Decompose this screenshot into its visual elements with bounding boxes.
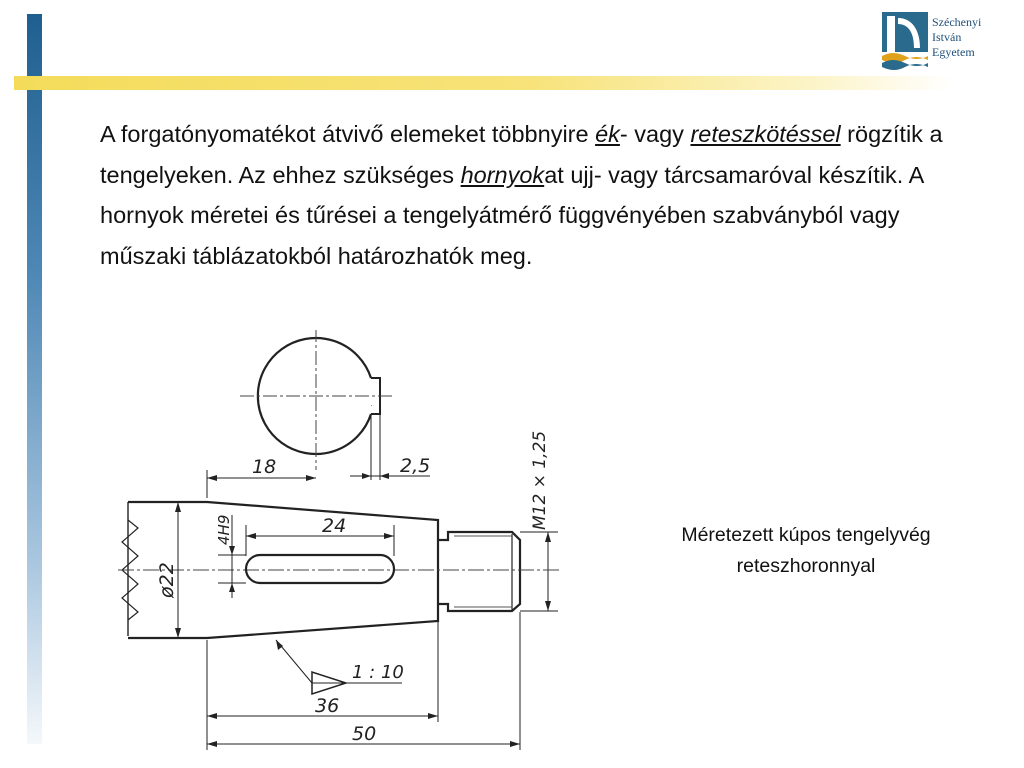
logo-mark-icon (882, 12, 928, 70)
logo-line-1: Széchenyi (932, 15, 982, 29)
keyway-slot (246, 515, 394, 583)
dim-4h9 (215, 515, 246, 598)
logo-line-3: Egyetem (932, 45, 975, 59)
taper-symbol (276, 640, 404, 694)
dim-36-label: 36 (315, 695, 340, 717)
technical-drawing (60, 330, 580, 750)
dim-thread (520, 431, 558, 611)
logo-text (932, 15, 981, 60)
dim-diameter-label: ø22 (156, 562, 178, 598)
university-logo (882, 12, 1002, 72)
dim-2-5 (350, 414, 430, 480)
keyword-ek: ék (595, 121, 620, 147)
caption-line-1: Méretezett kúpos tengelyvég (681, 524, 931, 546)
text-segment: - vagy (619, 121, 691, 147)
dim-24-label: 24 (322, 515, 347, 537)
dim-2-5-label: 2,5 (400, 455, 431, 477)
figure-caption (626, 520, 986, 582)
dim-50-label: 50 (352, 723, 377, 745)
body-text (100, 114, 960, 276)
side-accent-bar (27, 14, 42, 744)
dim-4h9-label: 4H9 (215, 514, 233, 545)
text-segment: rögzítik a tengelyeken. Az ehhez szükséges (100, 121, 943, 188)
body-paragraph (100, 114, 960, 276)
dim-18 (207, 456, 316, 498)
text-segment: at ujj- vagy tárcsamaróval készítik. A hornyok méretei és tűrései a tengelyátmérő függvényében szabványból vagy műszaki táblázatokból határozhatók meg. (100, 161, 923, 269)
logo-line-2: István (932, 30, 962, 44)
thread-end (438, 532, 520, 611)
taper-label: 1 : 10 (352, 662, 404, 683)
cross-section (240, 330, 392, 470)
dim-18-label: 18 (252, 456, 277, 478)
text-segment: A forgatónyomatékot átvivő elemeket többnyire (100, 121, 596, 147)
top-accent-band (14, 76, 954, 90)
dim-diameter (156, 502, 181, 638)
caption-line-2: reteszhoronnyal (736, 555, 876, 577)
keyword-hornyok: hornyok (460, 161, 545, 188)
dim-36 (207, 622, 438, 750)
keyword-reteszkotessel: reteszkötéssel (690, 121, 841, 147)
dim-thread-label: M12 × 1,25 (530, 430, 550, 530)
